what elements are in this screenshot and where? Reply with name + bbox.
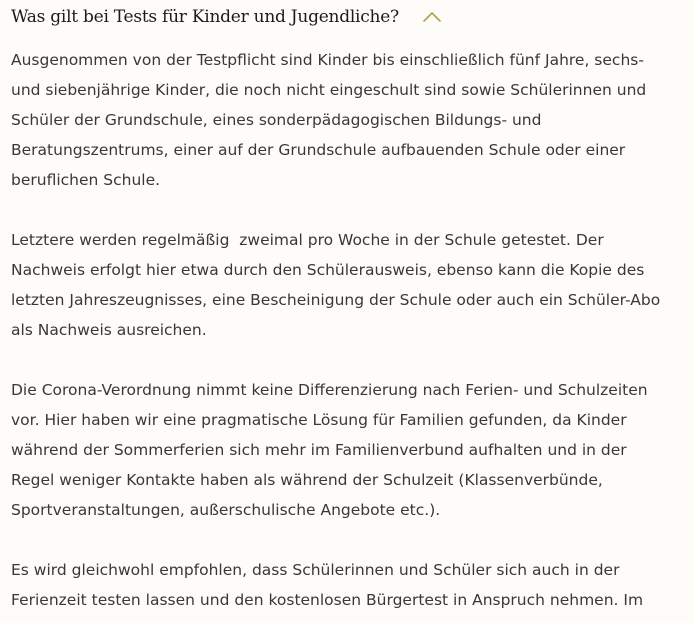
answer-line: während der Sommerferien sich mehr im Familienverbund aufhalten und in der: [11, 441, 627, 459]
answer-line: Beratungszentrums, einer auf der Grundschule aufbauenden Schule oder einer: [11, 141, 626, 159]
faq-question: Was gilt bei Tests für Kinder und Jugendliche?: [11, 7, 399, 27]
answer-line: beruflichen Schule.: [11, 171, 161, 189]
answer-line: als Nachweis ausreichen.: [11, 321, 207, 339]
answer-paragraph: [11, 555, 671, 615]
answer-paragraph: [11, 45, 671, 195]
answer-paragraph: [11, 225, 671, 345]
answer-line: Sportveranstaltungen, außerschulische Angebote etc.).: [11, 501, 441, 519]
answer-line: letzten Jahreszeugnisses, eine Bescheinigung der Schule oder auch ein Schüler-Abo: [11, 291, 661, 309]
answer-line: Letztere werden regelmäßig zweimal pro Woche in der Schule getestet. Der: [11, 231, 604, 249]
answer-line: Regel weniger Kontakte haben als während der Schulzeit (Klassenverbünde,: [11, 471, 603, 489]
answer-line: Nachweis erfolgt hier etwa durch den Schülerausweis, ebenso kann die Kopie des: [11, 261, 645, 279]
faq-question-toggle[interactable]: [11, 3, 442, 31]
answer-line: und siebenjährige Kinder, die noch nicht eingeschult sind sowie Schülerinnen und: [11, 81, 647, 99]
chevron-up-icon[interactable]: [422, 10, 442, 24]
answer-line: Ausgenommen von der Testpflicht sind Kinder bis einschließlich fünf Jahre, sechs-: [11, 51, 644, 69]
answer-line: Schüler der Grundschule, eines sonderpädagogischen Bildungs- und: [11, 111, 542, 129]
answer-line: Die Corona-Verordnung nimmt keine Differenzierung nach Ferien- und Schulzeiten: [11, 381, 648, 399]
answer-line: Es wird gleichwohl empfohlen, dass Schülerinnen und Schüler sich auch in der: [11, 561, 620, 579]
answer-paragraph: [11, 375, 671, 525]
answer-line: Ferienzeit testen lassen und den kostenlosen Bürgertest in Anspruch nehmen. Im: [11, 591, 644, 609]
faq-answer: [11, 45, 671, 623]
answer-line: vor. Hier haben wir eine pragmatische Lösung für Familien gefunden, da Kinder: [11, 411, 627, 429]
